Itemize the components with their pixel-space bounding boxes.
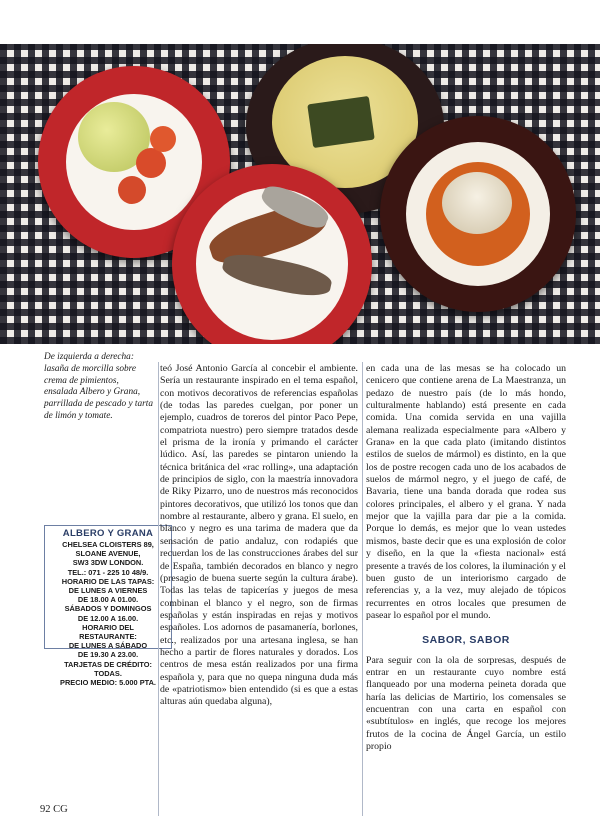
info-line: DE LUNES A SÁBADO [68,641,148,651]
info-line: SLOANE AVENUE, [75,549,141,559]
body-column-2 [160,363,358,709]
info-line: TEL.: 071 - 225 10 48/9. [67,567,149,577]
page-folio: 92 CG [40,804,68,815]
info-line: DE 18.00 A 01.00. [77,595,139,605]
restaurant-info-box [44,525,172,688]
info-line: TARJETAS DE CRÉDITO: [64,659,152,669]
column-rule [158,362,159,816]
info-line: DE LUNES A VIERNES [68,586,148,596]
info-line: DE 19.30 A 23.00. [77,650,139,660]
column-rule [362,362,363,816]
info-line: DE 12.00 A 16.00. [77,613,139,623]
info-line: SÁBADOS Y DOMINGOS [64,604,152,614]
body-paragraph: Para seguir con la ola de sorpresas, después de entrar en un restaurante cuyo nombre está flanqueado por una moderna peineta dorada que haría las delicias de Martirio, los comensales se encuentran con una carta en español con «subtítulos» en inglés, que recoge los mejores frutos de la cocina de Ángel García, un estilo propio [366,654,566,752]
info-line: HORARIO DEL [82,622,134,632]
info-line: SW3 3DW LONDON. [72,558,144,568]
info-line: HORARIO DE LAS TAPAS: [61,576,155,586]
body-paragraph: en cada una de las mesas se ha colocado un cenicero que contiene arena de La Maestranza, un pedazo de nuestro país (de lo más hondo, culturalmente hablando) está presente en cada comida. Una comida servida en una vajilla alemana realizada especialmente para «Albero y Grana» en la que cada plato (imitando distintos estilos de suelos de mármol) es distinto, en la que los de postre recogen cada uno de los acabados de suelos de mármol negro, y el juego de café, de Bavaria, tiene una banda dorada que rodea sus colores principales, el albero y el grana. Y nada mejor que la vajilla para dar pie a la comida. Porque lo demás, es mejor que lo vean ustedes mismos, baste decir que es una explosión de color y diseño, en la que la «fiesta nacional» está presente a través de los colores, la iluminación y el buen gusto de un interiorismo cargado de referencias y, a la vez, muy alejado de tópicos recurrentes en otros locales que presumen de pasear lo español por el mundo. [366,363,566,621]
info-line: RESTAURANTE: [79,632,137,642]
plate-tart [380,116,576,312]
section-heading: SABOR, SABOR [422,634,510,647]
body-column-3 [366,363,566,753]
info-line: CHELSEA CLOISTERS 89, [62,540,154,549]
food-photo [0,44,600,344]
info-title: ALBERO Y GRANA [62,528,154,539]
photo-caption: De izquierda a derecha: lasaña de morcilla sobre crema de pimientos, ensalada Albero y Grana, parrillada de pescado y tarta de limón y tomate. [44,352,153,421]
body-paragraph: teó José Antonio García al concebir el ambiente. Sería un restaurante inspirado en el tema español, con motivos decorativos de referencias españolas (de todas las paredes cuelgan, por poner un ejemplo, cuadros de toreros del pintor Paco Pepe, compatriota nuestro) pero siempre tratados desde el prisma de la ironía y primando el carácter lúdico. Así, las paredes se pintaron uniendo la técnica británica del «rac rolling», una adaptación de principios de siglo, con la maestría innovadora de Riky Pizarro, uno de nuestros más reconocidos pintores decorativos, que utilizó los tonos que dan nombre al restaurante, albero y grana. El suelo, en blanco y negro es una tarima de madera que da sensación de patio andaluz, con rodapiés que recuerdan los de las construcciones árabes del sur de España, también decorados en blanco y negro (presagio de buena suerte según la cultura árabe). Todas las telas de tapicerías y juegos de mesa combinan el blanco y el negro, son de firmas españolas y están inspiradas en rejas y motivos españoles. Los adornos de pasamanería, borlones, etc., realizados por una artesana inglesa, se han hecho a partir de flores naturales y dorados. Los centros de mesa están realizados por una firma española y, para que no quepa ninguna duda más de «patriotismo» bien entendido (si es que a estas alturas aún quedaba alguna), [160,363,358,708]
info-line: PRECIO MEDIO: 5.000 PTA. [60,678,156,688]
info-line: TODAS. [94,668,122,678]
